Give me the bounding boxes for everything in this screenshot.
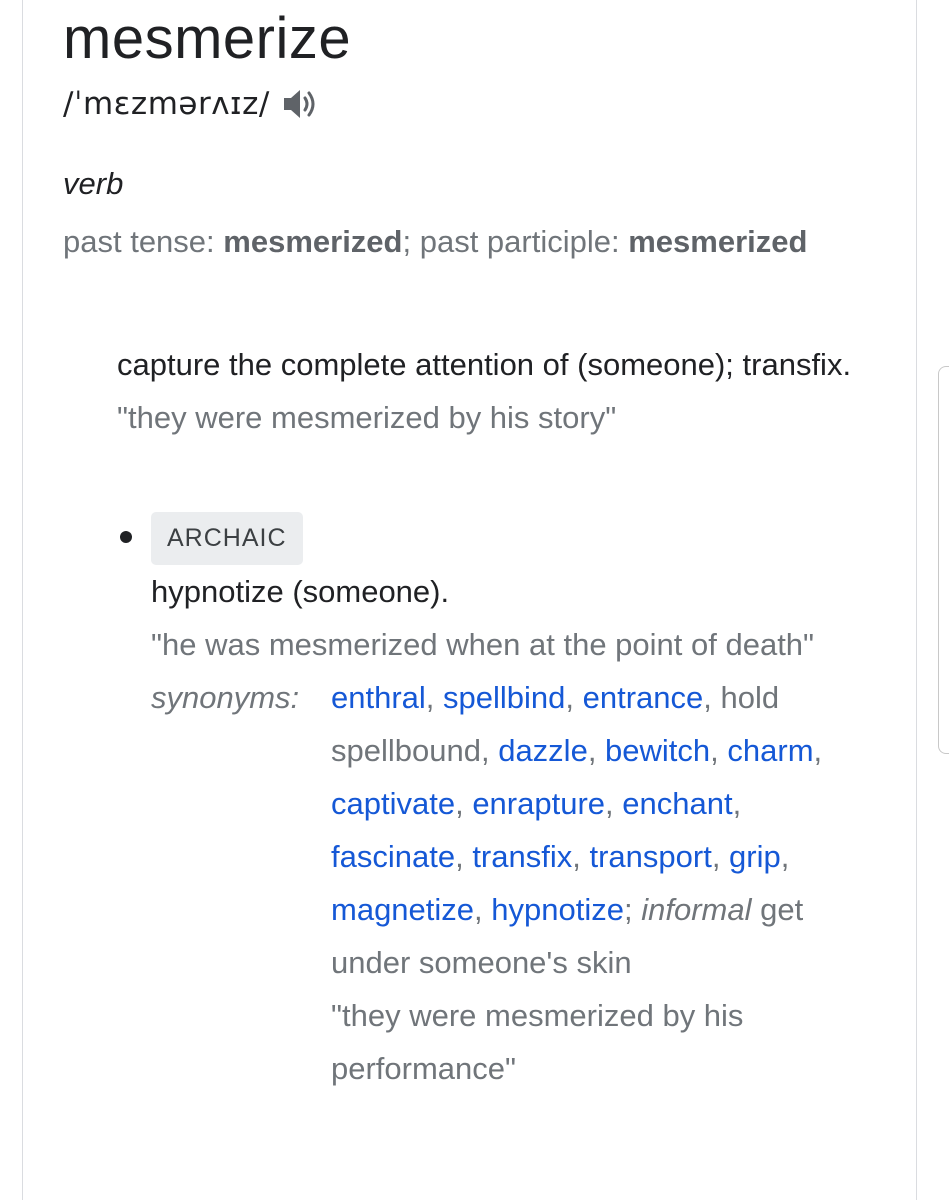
- synonym-link[interactable]: enthral: [331, 680, 426, 715]
- pronunciation-row: [63, 82, 318, 126]
- register-label: ARCHAIC: [151, 512, 303, 565]
- archaic-example: "he was mesmerized when at the point of death": [151, 627, 815, 662]
- synonym-link[interactable]: entrance: [582, 680, 704, 715]
- phonetic-spelling: /ˈmɛzmərʌɪz/: [63, 86, 270, 122]
- synonym-link[interactable]: bewitch: [605, 733, 711, 768]
- synonym-link[interactable]: charm: [727, 733, 814, 768]
- speaker-icon[interactable]: [282, 86, 318, 122]
- synonym-link[interactable]: transfix: [472, 839, 573, 874]
- synonym-link[interactable]: transport: [589, 839, 712, 874]
- synonym-text: hold spellbound: [331, 680, 780, 768]
- part-of-speech: verb: [63, 166, 124, 201]
- synonyms-row: [151, 671, 907, 1095]
- past-tense-form: mesmerized: [223, 224, 403, 259]
- verb-forms: [63, 216, 843, 268]
- past-tense-label: past tense:: [63, 224, 224, 259]
- informal-synonym: get under someone's skin: [331, 892, 804, 980]
- synonym-example: "they were mesmerized by his performance": [331, 998, 744, 1086]
- synonym-link[interactable]: hypnotize: [491, 892, 624, 927]
- definition-example: "they were mesmerized by his story": [117, 400, 617, 435]
- synonym-link[interactable]: fascinate: [331, 839, 456, 874]
- archaic-sense: [117, 512, 907, 1095]
- synonym-link[interactable]: spellbind: [443, 680, 566, 715]
- synonym-link[interactable]: enrapture: [472, 786, 606, 821]
- definition-text: capture the complete attention of (someone); transfix.: [117, 347, 852, 382]
- synonym-link[interactable]: grip: [729, 839, 781, 874]
- synonym-link[interactable]: enchant: [622, 786, 733, 821]
- synonyms-list: enthral, spellbind, entrance, hold spellbound, dazzle, bewitch, charm, captivate, enrapture, enchant, fascinate, transfix, transport, grip, magnetize, hypnotize; informal get under someone's skin "they were mesmerized by his performance": [331, 671, 871, 1095]
- scroll-handle[interactable]: [938, 366, 949, 754]
- archaic-definition: hypnotize (someone).: [151, 574, 450, 609]
- informal-label: informal: [641, 892, 752, 927]
- headword: mesmerize: [63, 6, 352, 71]
- synonym-link[interactable]: captivate: [331, 786, 456, 821]
- bullet-point: [120, 531, 132, 543]
- synonym-link[interactable]: magnetize: [331, 892, 475, 927]
- synonym-link[interactable]: dazzle: [498, 733, 588, 768]
- past-participle-form: mesmerized: [628, 224, 808, 259]
- past-participle-label: ; past participle:: [402, 224, 629, 259]
- synonyms-label: synonyms:: [151, 680, 300, 715]
- definition-block: [117, 338, 907, 444]
